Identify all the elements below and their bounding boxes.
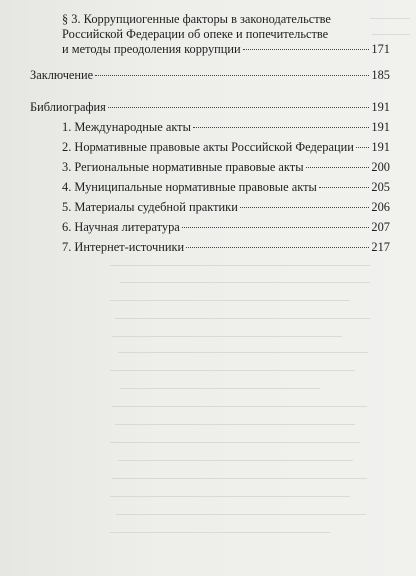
dot-leader xyxy=(108,107,370,108)
toc-page-number: 191 xyxy=(371,120,390,134)
toc-entry-text: § 3. Коррупциогенные факторы в законодательстве xyxy=(62,12,331,26)
toc-page-number: 205 xyxy=(371,180,390,194)
toc-page-number: 185 xyxy=(371,68,390,82)
dot-leader xyxy=(95,75,369,76)
dot-leader xyxy=(182,227,370,228)
toc-page-number: 171 xyxy=(371,42,390,56)
toc-entry-title: 7. Интернет-источники xyxy=(62,240,185,254)
toc-entry-title: 1. Международные акты xyxy=(62,120,191,134)
toc-entry-bib-5 xyxy=(62,200,390,215)
toc-entry-title: 5. Материалы судебной практики xyxy=(62,200,238,214)
toc-entry-title: Заключение xyxy=(30,68,94,82)
dot-leader xyxy=(186,247,369,248)
toc-entry-bib-7 xyxy=(62,240,390,255)
dot-leader xyxy=(356,147,370,148)
toc-entry-title: 4. Муниципальные нормативные правовые акты xyxy=(62,180,317,194)
toc-entry-text: Российской Федерации об опеке и попечительстве xyxy=(62,27,329,41)
toc-page-number: 206 xyxy=(371,200,390,214)
toc-page-number: 191 xyxy=(371,100,390,114)
toc-entry-bib-4 xyxy=(62,180,390,195)
toc-entry-title: Библиография xyxy=(30,100,106,114)
toc-entry-bibliography xyxy=(30,100,390,115)
toc-entry-text: и методы преодоления коррупции xyxy=(62,42,241,56)
toc-entry-bib-3 xyxy=(62,160,390,175)
toc-entry-bib-2 xyxy=(62,140,390,155)
dot-leader xyxy=(306,167,370,168)
dot-leader xyxy=(243,49,370,50)
toc-entry-conclusion xyxy=(30,68,390,83)
toc-entry-section-3 xyxy=(62,12,390,57)
toc-entry-title: 3. Региональные нормативные правовые акты xyxy=(62,160,304,174)
toc-page-number: 217 xyxy=(371,240,390,254)
dot-leader xyxy=(193,127,369,128)
toc-page-number: 200 xyxy=(371,160,390,174)
dot-leader xyxy=(319,187,370,188)
dot-leader xyxy=(240,207,370,208)
toc-page-number: 191 xyxy=(371,140,390,154)
toc-entry-title: 2. Нормативные правовые акты Российской Федерации xyxy=(62,140,354,154)
toc-entry-title: 6. Научная литература xyxy=(62,220,180,234)
toc-entry-bib-6 xyxy=(62,220,390,235)
toc-entry-bib-1 xyxy=(62,120,390,135)
toc-page-number: 207 xyxy=(371,220,390,234)
